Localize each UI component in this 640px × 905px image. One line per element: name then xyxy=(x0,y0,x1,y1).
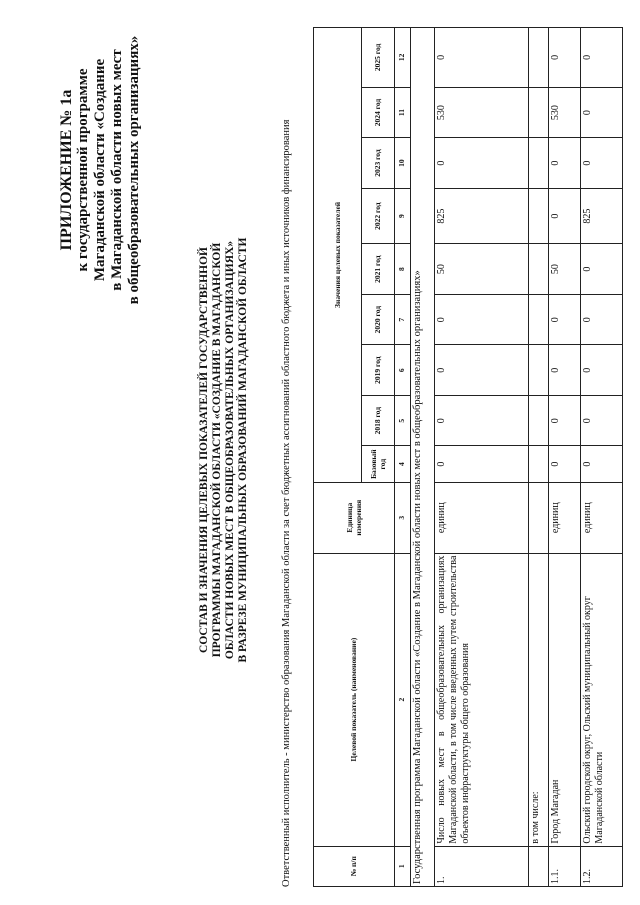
row-value: 50 xyxy=(435,244,529,295)
table-row xyxy=(581,28,623,887)
appendix-header xyxy=(58,10,143,330)
row-value: 0 xyxy=(581,87,623,138)
indicators-table xyxy=(313,27,623,887)
col-number: 6 xyxy=(394,345,410,396)
row-unit: единиц xyxy=(548,482,581,553)
header-values-group: Значения целевых показателей xyxy=(314,28,362,483)
table-row xyxy=(548,28,581,887)
title-line: В РАЗРЕЗЕ МУНИЦИПАЛЬНЫХ ОБРАЗОВАНИЙ МАГАДАНСКОЙ ОБЛАСТИ xyxy=(237,237,249,663)
row-value: 0 xyxy=(548,188,581,244)
header-year: 2025 год xyxy=(362,28,395,88)
col-number: 11 xyxy=(394,87,410,138)
row-value: 0 xyxy=(435,446,529,482)
row-num: 1. xyxy=(435,846,529,886)
row-value: 0 xyxy=(581,244,623,295)
row-value: 0 xyxy=(581,138,623,189)
col-number: 2 xyxy=(394,553,410,846)
table-row xyxy=(529,28,549,887)
appendix-number: ПРИЛОЖЕНИЕ № 1а xyxy=(58,89,75,251)
col-number: 3 xyxy=(394,482,410,553)
row-name: Число новых мест в общеобразовательных организациях Магаданской области, в том числе введенных путем строительства объектов инфраструктуры общего образования xyxy=(435,553,529,846)
row-num: 1.1. xyxy=(548,846,581,886)
row-value: 0 xyxy=(581,345,623,396)
row-value: 0 xyxy=(548,138,581,189)
title-line: ОБЛАСТИ НОВЫХ МЕСТ В ОБЩЕОБРАЗОВАТЕЛЬНЫХ ОРГАНИЗАЦИЯХ» xyxy=(224,240,236,660)
row-value: 0 xyxy=(435,395,529,446)
col-number: 1 xyxy=(394,846,410,886)
row-name: Город Магадан xyxy=(548,553,581,846)
header-year: Базовый год xyxy=(362,446,395,482)
responsible-executor: Ответственный исполнитель - министерство образования Магаданской области за счет бюджетных ассигнований областного бюджета и иных источников финансирования xyxy=(281,119,292,887)
header-year: 2020 год xyxy=(362,294,395,345)
row-value: 0 xyxy=(581,395,623,446)
row-num: 1.2. xyxy=(581,846,623,886)
row-value: 0 xyxy=(435,345,529,396)
title-line: СОСТАВ И ЗНАЧЕНИЯ ЦЕЛЕВЫХ ПОКАЗАТЕЛЕЙ ГОСУДАРСТВЕННОЙ xyxy=(198,247,210,653)
row-value: 0 xyxy=(581,28,623,88)
row-value: 0 xyxy=(548,395,581,446)
header-year: 2022 год xyxy=(362,188,395,244)
col-number: 10 xyxy=(394,138,410,189)
row-value: 50 xyxy=(548,244,581,295)
row-value: 0 xyxy=(548,294,581,345)
table-row xyxy=(435,28,529,887)
appendix-line: в Магаданской области новых мест xyxy=(109,49,125,291)
row-value: 0 xyxy=(548,446,581,482)
subhead: в том числе: xyxy=(529,553,549,846)
col-number: 4 xyxy=(394,446,410,482)
row-value: 530 xyxy=(435,87,529,138)
col-number: 7 xyxy=(394,294,410,345)
header-year: 2024 год xyxy=(362,87,395,138)
header-unit: Единица измерения xyxy=(314,482,395,553)
row-value: 0 xyxy=(548,345,581,396)
header-year: 2021 год xyxy=(362,244,395,295)
appendix-line: в общеобразовательных организациях» xyxy=(126,35,142,305)
col-number: 5 xyxy=(394,395,410,446)
row-value: 0 xyxy=(435,138,529,189)
header-year: 2019 год xyxy=(362,345,395,396)
col-number: 12 xyxy=(394,28,410,88)
row-value: 0 xyxy=(435,28,529,88)
header-year: 2023 год xyxy=(362,138,395,189)
header-name: Целевой показатель (наименование) xyxy=(314,553,395,846)
row-unit: единиц xyxy=(435,482,529,553)
row-unit: единиц xyxy=(581,482,623,553)
row-value: 0 xyxy=(548,28,581,88)
appendix-line: к государственной программе xyxy=(75,68,91,272)
row-value: 0 xyxy=(581,446,623,482)
program-row: Государственная программа Магаданской области «Создание в Магаданской области новых мест в общеобразовательных организациях» xyxy=(411,28,435,887)
col-number: 8 xyxy=(394,244,410,295)
appendix-line: Магаданской области «Создание xyxy=(92,58,108,282)
row-value: 825 xyxy=(581,188,623,244)
row-value: 0 xyxy=(435,294,529,345)
column-numbers-row xyxy=(394,28,410,887)
header-num: № п/п xyxy=(314,846,395,886)
title-line: ПРОГРАММЫ МАГАДАНСКОЙ ОБЛАСТИ «СОЗДАНИЕ В МАГАДАНСКОЙ xyxy=(211,242,223,658)
document-title xyxy=(198,200,250,700)
row-value: 530 xyxy=(548,87,581,138)
row-value: 825 xyxy=(435,188,529,244)
row-name: Ольский городской округ, Ольский муниципальный округ Магаданской области xyxy=(581,553,623,846)
header-year: 2018 год xyxy=(362,395,395,446)
row-value: 0 xyxy=(581,294,623,345)
col-number: 9 xyxy=(394,188,410,244)
